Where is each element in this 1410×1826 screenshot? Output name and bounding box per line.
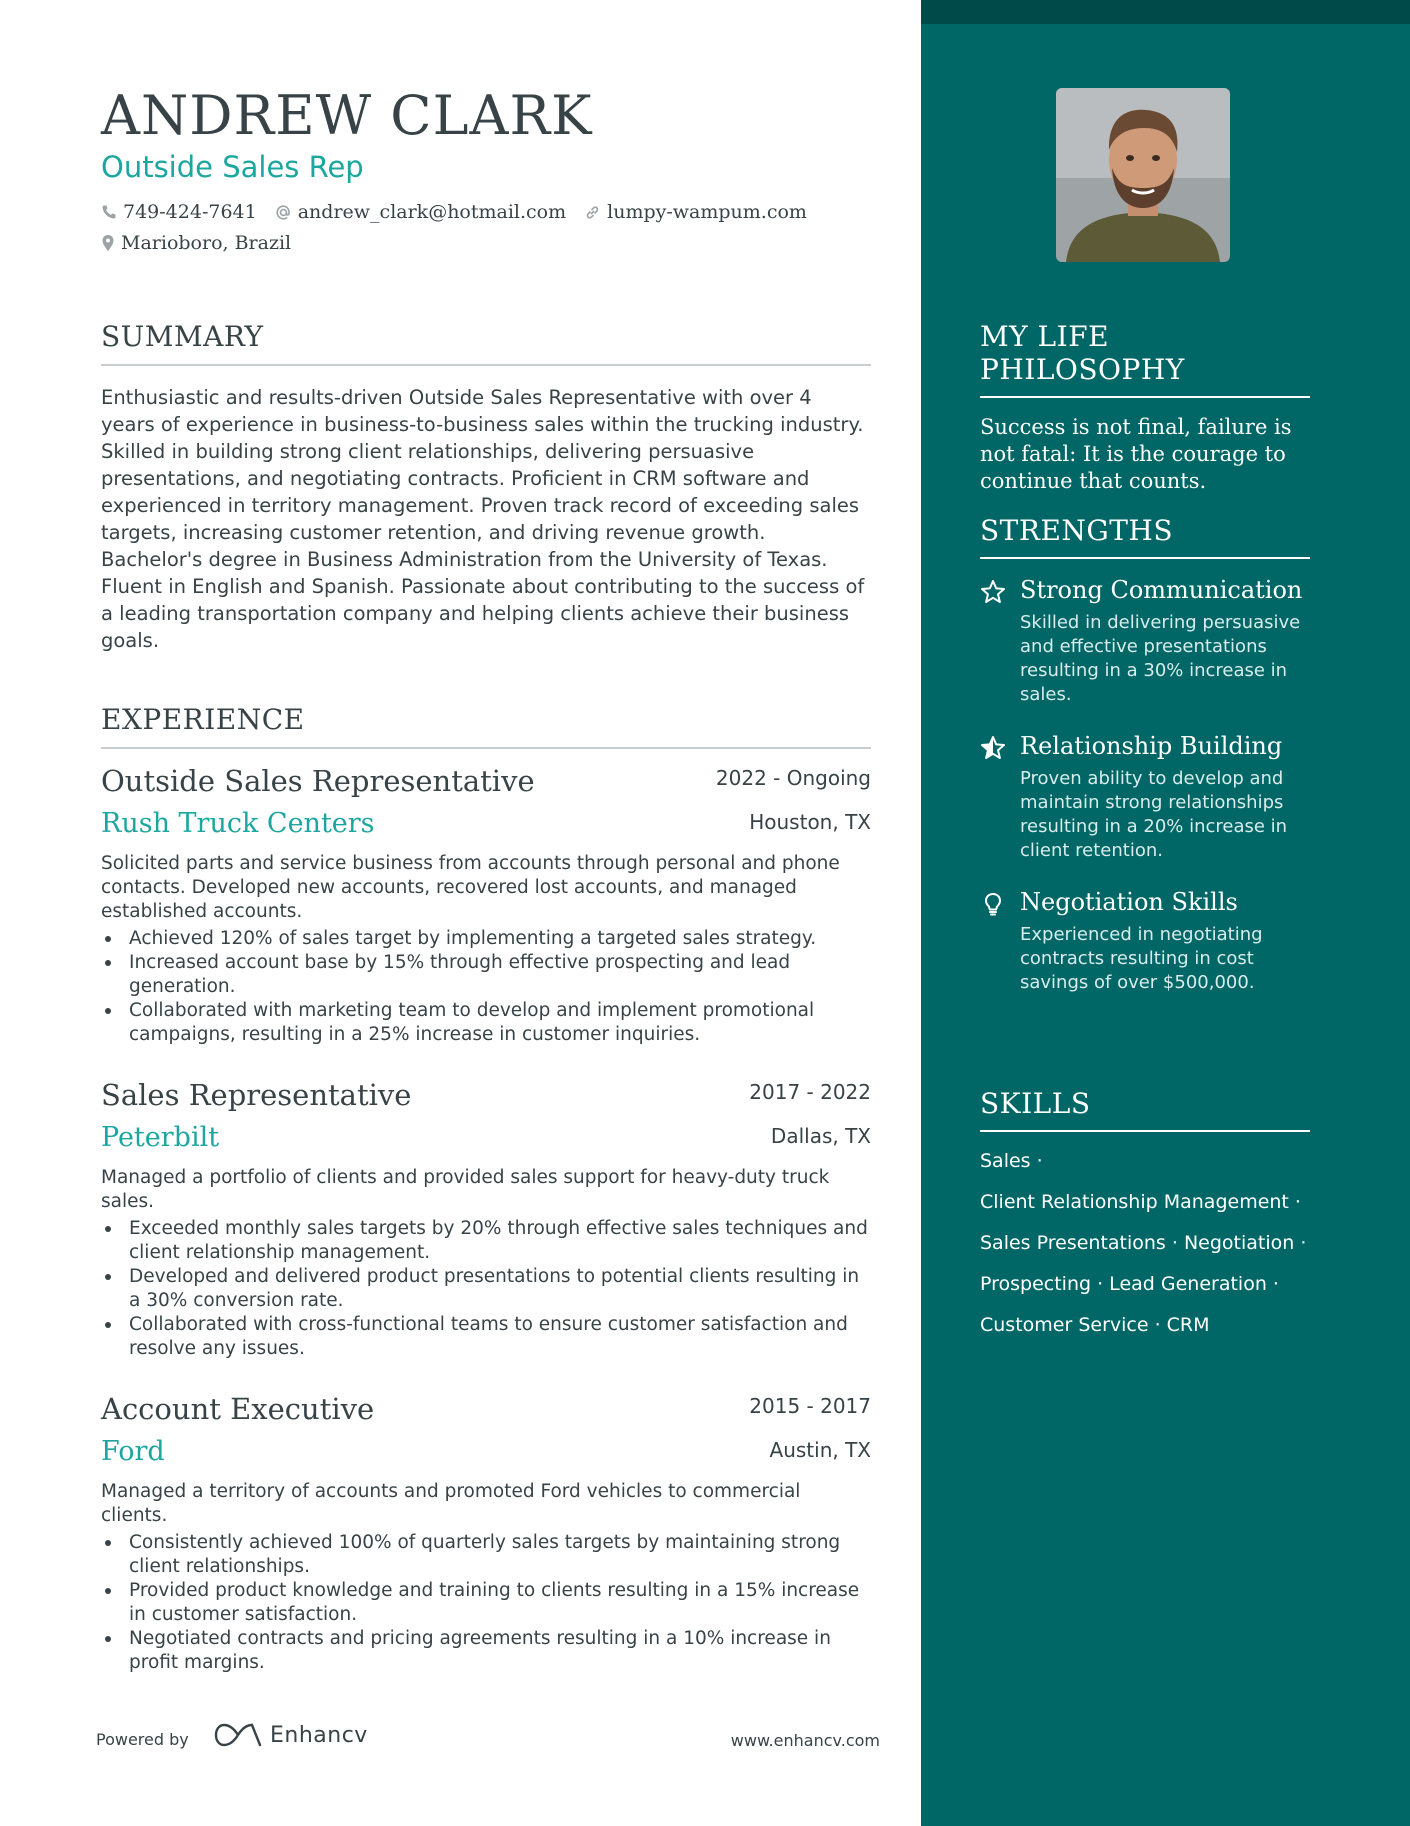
powered-by-label: Powered by [96, 1730, 189, 1749]
candidate-name: ANDREW CLARK [101, 84, 593, 147]
job-bullet: Negotiated contracts and pricing agreements resulting in a 10% increase in profit margins. [101, 1627, 871, 1675]
summary-heading: SUMMARY [101, 320, 871, 366]
star-outline-icon [980, 579, 1006, 605]
job-bullets [101, 1217, 871, 1361]
philosophy-quote: Success is not final, failure is not fatal: It is the courage to continue that counts. [980, 415, 1292, 493]
enhancv-brand[interactable] [214, 1722, 368, 1748]
strength-item [980, 887, 1310, 995]
strength-description: Skilled in delivering persuasive and effective presentations resulting in a 30% increase in sales. [1020, 612, 1301, 705]
job-bullet: Exceeded monthly sales targets by 20% through effective sales techniques and client relationship management. [101, 1217, 871, 1265]
experience-entry [101, 1392, 871, 1675]
job-bullet: Consistently achieved 100% of quarterly sales targets by maintaining strong client relationships. [101, 1531, 871, 1579]
skills-line: Sales Presentations · Negotiation · [980, 1232, 1307, 1254]
job-description: Managed a portfolio of clients and provided sales support for heavy-duty truck sales. [101, 1167, 830, 1212]
link-icon [584, 204, 601, 221]
strength-description: Proven ability to develop and maintain strong relationships resulting in a 20% increase in client retention. [1020, 768, 1288, 861]
footer-website-link[interactable]: www.enhancv.com [730, 1731, 880, 1750]
strength-item [980, 731, 1310, 863]
job-bullet: Achieved 120% of sales target by implementing a targeted sales strategy. [101, 927, 871, 951]
skills-line: Prospecting · Lead Generation · [980, 1273, 1279, 1295]
job-dates: 2015 - 2017 [749, 1394, 871, 1418]
profile-photo [1056, 88, 1230, 262]
strength-title: Relationship Building [1020, 732, 1283, 760]
job-description: Solicited parts and service business from accounts through personal and phone contacts. Developed new accounts, recovered lost accounts, and managed established accounts. [101, 853, 840, 922]
philosophy-heading: MY LIFE PHILOSOPHY [980, 320, 1310, 398]
strengths-heading: STRENGTHS [980, 514, 1310, 559]
job-bullet: Collaborated with cross-functional teams to ensure customer satisfaction and resolve any issues. [101, 1313, 871, 1361]
strength-item [980, 575, 1310, 707]
job-company: Peterbilt [101, 1122, 220, 1153]
location-item [101, 232, 291, 254]
strength-title: Negotiation Skills [1020, 888, 1238, 916]
website-text: lumpy-wampum.com [607, 201, 807, 223]
job-dates: 2017 - 2022 [749, 1080, 871, 1104]
enhancv-logo-icon [214, 1722, 262, 1748]
job-company: Rush Truck Centers [101, 808, 375, 839]
contact-phone [101, 201, 257, 223]
sidebar-top-band [921, 0, 1410, 24]
job-dates: 2022 - Ongoing [715, 766, 871, 790]
contact-location [101, 232, 309, 254]
strengths-section [980, 514, 1310, 995]
job-bullets [101, 1531, 871, 1675]
phone-icon [101, 204, 117, 220]
experience-entry [101, 764, 871, 1047]
job-bullet: Increased account base by 15% through effective prospecting and lead generation. [101, 951, 871, 999]
skills-heading: SKILLS [980, 1087, 1310, 1132]
job-role: Outside Sales Representative [101, 764, 535, 798]
skills-section [980, 1087, 1310, 1337]
philosophy-section [980, 320, 1310, 495]
job-bullet: Provided product knowledge and training to clients resulting in a 15% increase in customer satisfaction. [101, 1579, 871, 1627]
email-text: andrew_clark@hotmail.com [297, 201, 567, 223]
brand-name: Enhancv [270, 1722, 368, 1748]
contact-row [101, 201, 825, 223]
job-location: Houston, TX [749, 810, 871, 834]
job-company: Ford [101, 1436, 165, 1467]
footer [96, 1722, 880, 1756]
job-bullets [101, 927, 871, 1047]
star-half-icon [980, 735, 1006, 761]
skills-line: Customer Service · CRM [980, 1314, 1210, 1336]
summary-text: Enthusiastic and results-driven Outside Sales Representative with over 4 years of experience in business-to-business sales within the trucking industry. Skilled in building strong client relationships, delivering persuasive presentations, and negotiating contracts. Proficient in CRM software and experienced in territory management. Proven track record of exceeding sales targets, increasing customer retention, and driving revenue growth. Bachelor's degree in Business Administration from the University of Texas. Fluent in English and Spanish. Passionate about contributing to the success of a leading transportation company and helping clients achieve their business goals. [101, 386, 865, 652]
job-location: Dallas, TX [770, 1124, 871, 1148]
location-text: Marioboro, Brazil [121, 232, 292, 254]
sidebar [921, 0, 1410, 1826]
job-bullet: Developed and delivered product presentations to potential clients resulting in a 30% conversion rate. [101, 1265, 871, 1313]
job-role: Account Executive [101, 1392, 375, 1426]
skills-line: Client Relationship Management · [980, 1191, 1301, 1213]
phone-text: 749-424-7641 [123, 201, 257, 223]
strength-title: Strong Communication [1020, 576, 1303, 604]
location-pin-icon [101, 234, 115, 252]
job-description: Managed a territory of accounts and promoted Ford vehicles to commercial clients. [101, 1481, 801, 1526]
job-location: Austin, TX [769, 1438, 871, 1462]
skills-line: Sales · [980, 1150, 1043, 1172]
job-bullet: Collaborated with marketing team to develop and implement promotional campaigns, resulting in a 25% increase in customer inquiries. [101, 999, 871, 1047]
strength-description: Experienced in negotiating contracts resulting in cost savings of over $500,000. [1020, 924, 1263, 993]
contact-website[interactable] [584, 201, 807, 223]
experience-entry [101, 1078, 871, 1361]
candidate-title: Outside Sales Rep [101, 150, 364, 184]
contact-email[interactable] [275, 201, 566, 223]
at-icon [275, 204, 292, 221]
experience-heading: EXPERIENCE [101, 703, 871, 749]
lightbulb-icon [980, 891, 1006, 917]
job-role: Sales Representative [101, 1078, 412, 1112]
